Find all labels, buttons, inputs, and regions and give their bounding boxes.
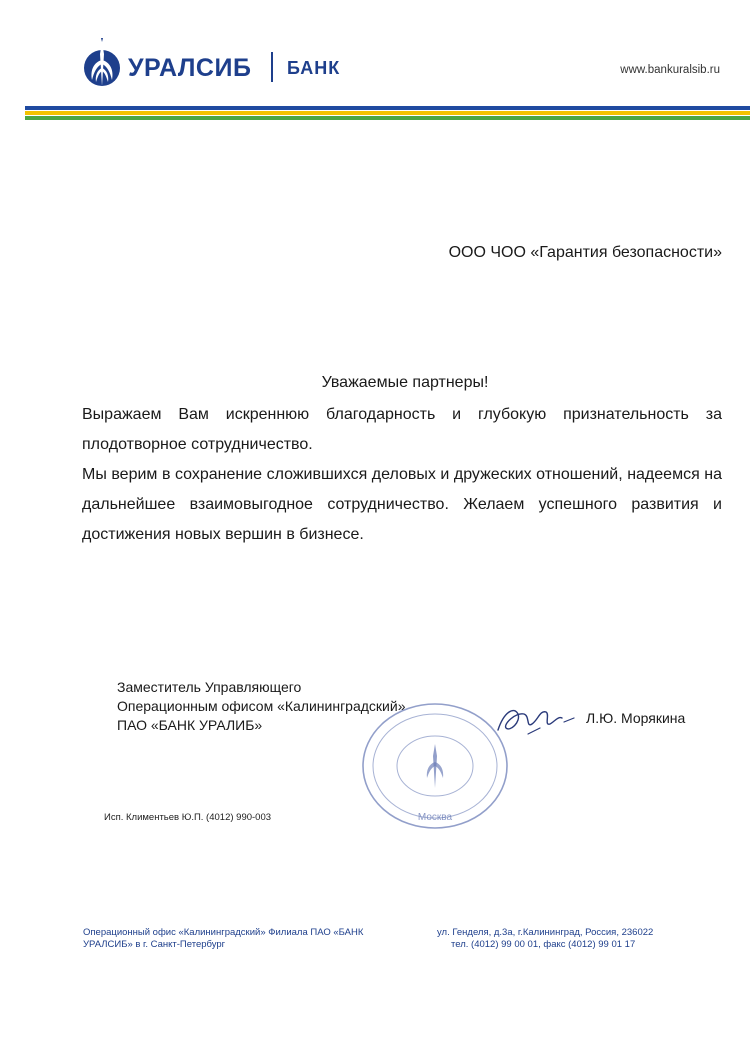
- bank-label: БАНК: [287, 58, 341, 78]
- brand-name: УРАЛСИБ: [128, 54, 252, 82]
- letter-body: [82, 400, 722, 550]
- header-stripes: [25, 106, 750, 124]
- recipient: ООО ЧОО «Гарантия безопасности»: [448, 244, 722, 261]
- footer-address: [437, 927, 653, 951]
- stripe-green: [25, 116, 750, 120]
- uralsib-logo-icon: [80, 38, 124, 88]
- executor-contact: Исп. Климентьев Ю.П. (4012) 990-003: [104, 812, 272, 823]
- paragraph-2: Мы верим в сохранение сложившихся деловых и дружеских отношений, надеемся на дальнейшее взаимовыгодное сотрудничество. Желаем успешного развития и достижения новых вершин в бизнесе.: [82, 466, 722, 543]
- position-line-3: ПАО «БАНК УРАЛИБ»: [117, 717, 263, 733]
- footer-office-line-1: Операционный офис «Калининградский» Филиала ПАО «БАНК: [83, 927, 364, 938]
- footer-office-line-2: УРАЛСИБ» в г. Санкт-Петербург: [83, 939, 226, 950]
- footer-address-line: ул. Генделя, д.3а, г.Калининград, Россия, 236022: [437, 927, 654, 938]
- handwritten-signature: [488, 698, 578, 748]
- signatory-name: Л.Ю. Морякина: [586, 710, 686, 726]
- logo-divider: [271, 52, 273, 82]
- salutation: Уважаемые партнеры!: [321, 374, 489, 391]
- paragraph-1: Выражаем Вам искреннюю благодарность и глубокую признательность за плодотворное сотрудничество.: [82, 406, 722, 453]
- footer-phone-line: тел. (4012) 99 00 01, факс (4012) 99 01 17: [451, 939, 636, 950]
- position-line-2: Операционным офисом «Калининградский»: [117, 698, 406, 714]
- stamp-city: Москва: [417, 812, 453, 823]
- footer-office: [83, 927, 363, 951]
- position-line-1: Заместитель Управляющего: [117, 679, 302, 695]
- website-link[interactable]: www.bankuralsib.ru: [620, 64, 720, 76]
